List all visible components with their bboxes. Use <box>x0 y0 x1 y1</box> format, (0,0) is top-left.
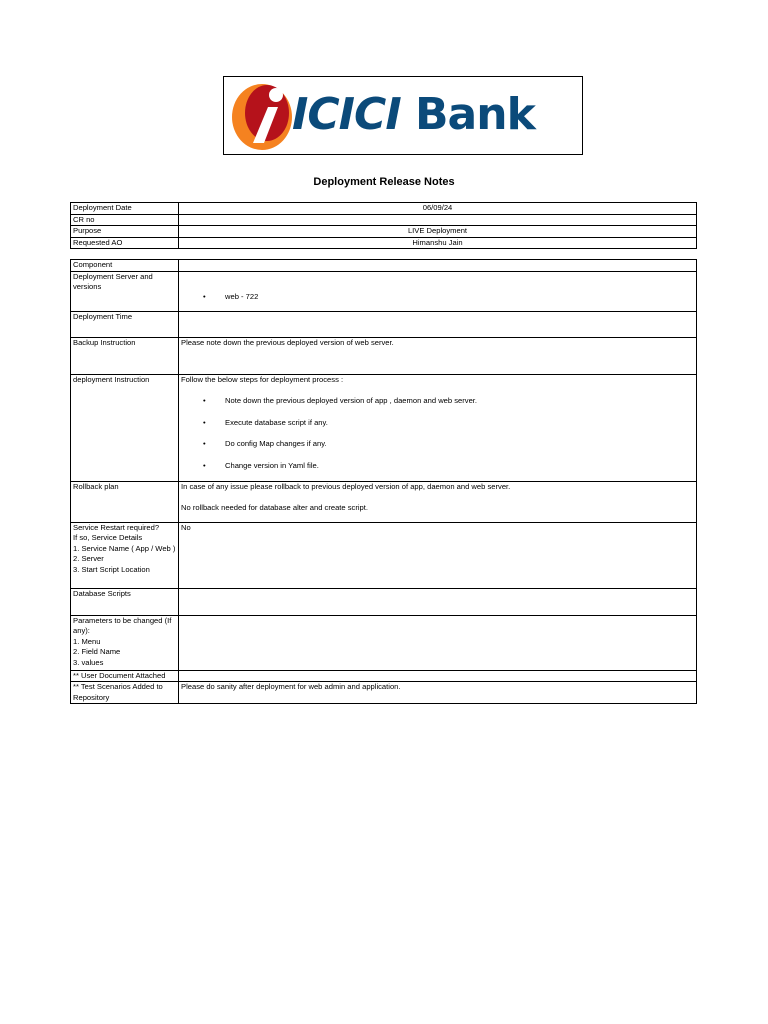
database-scripts-value <box>179 588 697 615</box>
test-scenarios-value: Please do sanity after deployment for web admin and application. <box>179 682 697 704</box>
rollback-line-1: In case of any issue please rollback to previous deployed version of app, daemon and web server. <box>181 481 511 491</box>
server-versions-value <box>179 271 697 311</box>
rollback-plan-label: Rollback plan <box>71 481 179 522</box>
backup-instruction-label: Backup Instruction <box>71 337 179 374</box>
server-versions-list <box>181 292 694 303</box>
table-row <box>71 226 697 238</box>
deployment-date-label: Deployment Date <box>71 203 179 215</box>
table-row <box>71 670 697 682</box>
list-item: • Do config Map changes if any. <box>181 439 694 450</box>
requested-ao-label: Requested AO <box>71 237 179 249</box>
deployment-date-value: 06/09/24 <box>179 203 697 215</box>
user-document-value <box>179 670 697 682</box>
requested-ao-value: Himanshu Jain <box>179 237 697 249</box>
table-row <box>71 271 697 311</box>
table-row <box>71 522 697 588</box>
deployment-time-value <box>179 311 697 337</box>
table-row <box>71 615 697 670</box>
parameters-value <box>179 615 697 670</box>
logo-emblem-icon <box>224 77 294 154</box>
deployment-steps-list <box>181 396 694 471</box>
document-title: Deployment Release Notes <box>313 176 455 188</box>
table-row <box>71 214 697 226</box>
table-row <box>71 481 697 522</box>
deployment-time-label: Deployment Time <box>71 311 179 337</box>
table-row <box>71 588 697 615</box>
bank-logo <box>223 76 583 155</box>
component-label: Component <box>71 260 179 272</box>
details-table <box>70 259 697 704</box>
logo-wordmark <box>292 89 535 141</box>
purpose-value: LIVE Deployment <box>179 226 697 238</box>
logo-wordmark-icici: ICICI <box>292 89 401 140</box>
deployment-instruction-label: deployment Instruction <box>71 374 179 481</box>
table-row <box>71 203 697 215</box>
rollback-line-2: No rollback needed for database alter and create script. <box>181 503 368 513</box>
cr-no-value <box>179 214 697 226</box>
deployment-instruction-value <box>179 374 697 481</box>
summary-table <box>70 202 697 249</box>
table-row <box>71 374 697 481</box>
server-versions-label: Deployment Server and versions <box>71 271 179 311</box>
purpose-label: Purpose <box>71 226 179 238</box>
logo-wordmark-bank: Bank <box>400 89 535 140</box>
deployment-instruction-intro: Follow the below steps for deployment process : <box>181 374 344 384</box>
table-row <box>71 682 697 704</box>
service-restart-label: Service Restart required? If so, Service Details 1. Service Name ( App / Web ) 2. Server 3. Start Script Location <box>71 522 179 588</box>
list-item: • Change version in Yaml file. <box>181 461 694 472</box>
rollback-plan-value <box>179 481 697 522</box>
database-scripts-label: Database Scripts <box>71 588 179 615</box>
test-scenarios-label: ** Test Scenarios Added to Repository <box>71 682 179 704</box>
table-row <box>71 260 697 272</box>
service-restart-value: No <box>179 522 697 588</box>
table-row <box>71 311 697 337</box>
backup-instruction-value: Please note down the previous deployed version of web server. <box>179 337 697 374</box>
table-row <box>71 337 697 374</box>
list-item: • Note down the previous deployed version of app , daemon and web server. <box>181 396 694 407</box>
parameters-label: Parameters to be changed (If any): 1. Menu 2. Field Name 3. values <box>71 615 179 670</box>
table-row <box>71 237 697 249</box>
cr-no-label: CR no <box>71 214 179 226</box>
list-item: • web - 722 <box>181 292 694 303</box>
component-value <box>179 260 697 272</box>
user-document-label: ** User Document Attached <box>71 670 179 682</box>
list-item: • Execute database script if any. <box>181 418 694 429</box>
